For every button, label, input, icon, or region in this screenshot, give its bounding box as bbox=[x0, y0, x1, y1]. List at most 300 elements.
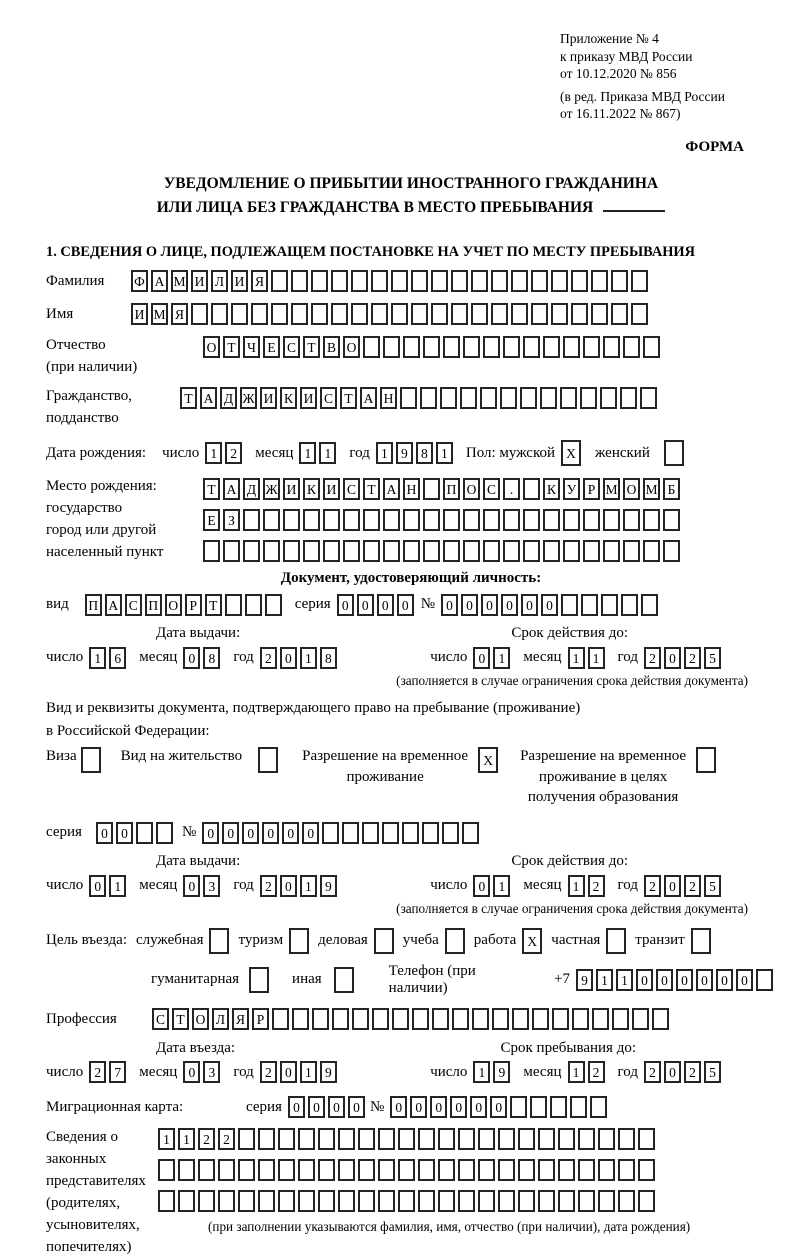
form-cell[interactable]: 2 bbox=[218, 1128, 235, 1150]
form-cell[interactable]: X bbox=[522, 928, 542, 954]
form-cell[interactable]: М bbox=[603, 478, 620, 500]
form-cell[interactable] bbox=[503, 540, 520, 562]
form-cell[interactable] bbox=[438, 1128, 455, 1150]
form-cell[interactable] bbox=[223, 540, 240, 562]
form-cell[interactable]: Я bbox=[171, 303, 188, 325]
form-cell[interactable]: 0 bbox=[481, 594, 498, 616]
form-cell[interactable] bbox=[243, 509, 260, 531]
form-cell[interactable] bbox=[371, 303, 388, 325]
form-cell[interactable] bbox=[358, 1128, 375, 1150]
form-cell[interactable]: 0 bbox=[183, 1061, 200, 1083]
form-cell[interactable] bbox=[543, 336, 560, 358]
form-cell[interactable] bbox=[458, 1128, 475, 1150]
form-cell[interactable]: 2 bbox=[644, 1061, 661, 1083]
form-cell[interactable]: Д bbox=[243, 478, 260, 500]
form-cell[interactable]: 2 bbox=[644, 875, 661, 897]
form-cell[interactable] bbox=[403, 336, 420, 358]
form-cell[interactable] bbox=[520, 387, 537, 409]
form-cell[interactable]: 0 bbox=[636, 969, 653, 991]
form-cell[interactable] bbox=[156, 822, 173, 844]
form-cell[interactable]: 1 bbox=[493, 875, 510, 897]
form-cell[interactable] bbox=[511, 270, 528, 292]
form-cell[interactable] bbox=[392, 1008, 409, 1030]
form-cell[interactable]: 0 bbox=[656, 969, 673, 991]
form-cell[interactable]: 0 bbox=[696, 969, 713, 991]
form-cell[interactable] bbox=[298, 1128, 315, 1150]
form-cell[interactable] bbox=[538, 1128, 555, 1150]
form-cell[interactable] bbox=[352, 1008, 369, 1030]
form-cell[interactable]: 1 bbox=[300, 875, 317, 897]
form-cell[interactable] bbox=[263, 509, 280, 531]
form-cell[interactable] bbox=[483, 336, 500, 358]
form-cell[interactable] bbox=[463, 509, 480, 531]
form-cell[interactable]: 0 bbox=[664, 1061, 681, 1083]
form-cell[interactable]: Е bbox=[203, 509, 220, 531]
form-cell[interactable] bbox=[600, 387, 617, 409]
form-cell[interactable] bbox=[638, 1190, 655, 1212]
form-cell[interactable]: 1 bbox=[568, 1061, 585, 1083]
form-cell[interactable]: М bbox=[171, 270, 188, 292]
form-cell[interactable]: М bbox=[151, 303, 168, 325]
form-cell[interactable]: А bbox=[105, 594, 122, 616]
form-cell[interactable] bbox=[631, 303, 648, 325]
form-cell[interactable]: 0 bbox=[242, 822, 259, 844]
form-cell[interactable]: Я bbox=[251, 270, 268, 292]
form-cell[interactable] bbox=[623, 509, 640, 531]
form-cell[interactable] bbox=[643, 336, 660, 358]
form-cell[interactable]: 0 bbox=[736, 969, 753, 991]
form-cell[interactable] bbox=[383, 540, 400, 562]
form-cell[interactable] bbox=[621, 594, 638, 616]
form-cell[interactable] bbox=[291, 303, 308, 325]
form-cell[interactable] bbox=[338, 1190, 355, 1212]
form-cell[interactable]: А bbox=[360, 387, 377, 409]
form-cell[interactable] bbox=[423, 478, 440, 500]
form-cell[interactable] bbox=[603, 540, 620, 562]
form-cell[interactable]: 5 bbox=[704, 647, 721, 669]
form-cell[interactable]: 1 bbox=[568, 647, 585, 669]
form-cell[interactable] bbox=[463, 540, 480, 562]
form-cell[interactable] bbox=[418, 1128, 435, 1150]
form-cell[interactable]: Т bbox=[363, 478, 380, 500]
form-cell[interactable] bbox=[451, 303, 468, 325]
form-cell[interactable] bbox=[592, 1008, 609, 1030]
form-cell[interactable]: 0 bbox=[501, 594, 518, 616]
form-cell[interactable] bbox=[442, 822, 459, 844]
form-cell[interactable] bbox=[218, 1190, 235, 1212]
form-cell[interactable] bbox=[331, 270, 348, 292]
form-cell[interactable] bbox=[611, 270, 628, 292]
form-cell[interactable]: 2 bbox=[260, 647, 277, 669]
form-cell[interactable]: 9 bbox=[320, 875, 337, 897]
form-cell[interactable]: Ж bbox=[240, 387, 257, 409]
form-cell[interactable] bbox=[640, 387, 657, 409]
form-cell[interactable] bbox=[551, 270, 568, 292]
form-cell[interactable]: Ж bbox=[263, 478, 280, 500]
form-cell[interactable]: 1 bbox=[568, 875, 585, 897]
form-cell[interactable]: И bbox=[131, 303, 148, 325]
form-cell[interactable] bbox=[351, 303, 368, 325]
form-cell[interactable] bbox=[606, 928, 626, 954]
form-cell[interactable] bbox=[378, 1190, 395, 1212]
form-cell[interactable]: 0 bbox=[183, 875, 200, 897]
form-cell[interactable] bbox=[612, 1008, 629, 1030]
form-cell[interactable] bbox=[571, 270, 588, 292]
form-cell[interactable] bbox=[652, 1008, 669, 1030]
form-cell[interactable] bbox=[492, 1008, 509, 1030]
form-cell[interactable]: 0 bbox=[357, 594, 374, 616]
form-cell[interactable]: 0 bbox=[202, 822, 219, 844]
form-cell[interactable]: Н bbox=[403, 478, 420, 500]
form-cell[interactable] bbox=[563, 336, 580, 358]
form-cell[interactable] bbox=[696, 747, 716, 773]
form-cell[interactable] bbox=[231, 303, 248, 325]
form-cell[interactable]: 9 bbox=[396, 442, 413, 464]
form-cell[interactable] bbox=[178, 1190, 195, 1212]
form-cell[interactable]: 2 bbox=[588, 1061, 605, 1083]
form-cell[interactable] bbox=[618, 1190, 635, 1212]
form-cell[interactable]: 3 bbox=[203, 875, 220, 897]
form-cell[interactable] bbox=[631, 270, 648, 292]
form-cell[interactable] bbox=[618, 1128, 635, 1150]
form-cell[interactable] bbox=[590, 1096, 607, 1118]
form-cell[interactable] bbox=[225, 594, 242, 616]
form-cell[interactable]: 1 bbox=[109, 875, 126, 897]
form-cell[interactable]: 0 bbox=[328, 1096, 345, 1118]
form-cell[interactable] bbox=[391, 270, 408, 292]
form-cell[interactable]: Т bbox=[180, 387, 197, 409]
form-cell[interactable] bbox=[258, 747, 278, 773]
form-cell[interactable]: 5 bbox=[704, 1061, 721, 1083]
form-cell[interactable] bbox=[383, 509, 400, 531]
form-cell[interactable] bbox=[578, 1128, 595, 1150]
form-cell[interactable]: О bbox=[463, 478, 480, 500]
form-cell[interactable]: М bbox=[643, 478, 660, 500]
form-cell[interactable]: 0 bbox=[222, 822, 239, 844]
form-cell[interactable]: Л bbox=[211, 270, 228, 292]
form-cell[interactable] bbox=[402, 822, 419, 844]
form-cell[interactable] bbox=[523, 540, 540, 562]
form-cell[interactable] bbox=[371, 270, 388, 292]
form-cell[interactable] bbox=[511, 303, 528, 325]
form-cell[interactable] bbox=[558, 1128, 575, 1150]
form-cell[interactable]: 0 bbox=[262, 822, 279, 844]
form-cell[interactable]: 9 bbox=[576, 969, 593, 991]
form-cell[interactable] bbox=[420, 387, 437, 409]
form-cell[interactable] bbox=[491, 270, 508, 292]
form-cell[interactable] bbox=[363, 509, 380, 531]
form-cell[interactable]: 0 bbox=[541, 594, 558, 616]
form-cell[interactable]: К bbox=[280, 387, 297, 409]
form-cell[interactable] bbox=[543, 509, 560, 531]
form-cell[interactable]: К bbox=[303, 478, 320, 500]
form-cell[interactable]: О bbox=[203, 336, 220, 358]
form-cell[interactable]: И bbox=[260, 387, 277, 409]
form-cell[interactable] bbox=[601, 594, 618, 616]
form-cell[interactable]: 2 bbox=[684, 875, 701, 897]
form-cell[interactable] bbox=[560, 387, 577, 409]
form-cell[interactable] bbox=[598, 1190, 615, 1212]
form-cell[interactable] bbox=[443, 540, 460, 562]
form-cell[interactable] bbox=[691, 928, 711, 954]
form-cell[interactable] bbox=[538, 1190, 555, 1212]
form-cell[interactable] bbox=[443, 336, 460, 358]
form-cell[interactable]: 7 bbox=[109, 1061, 126, 1083]
form-cell[interactable]: 6 bbox=[109, 647, 126, 669]
form-cell[interactable]: И bbox=[283, 478, 300, 500]
form-cell[interactable]: С bbox=[152, 1008, 169, 1030]
form-cell[interactable] bbox=[623, 540, 640, 562]
form-cell[interactable]: X bbox=[561, 440, 581, 466]
form-cell[interactable]: 0 bbox=[664, 647, 681, 669]
form-cell[interactable]: 0 bbox=[473, 647, 490, 669]
form-cell[interactable]: Т bbox=[172, 1008, 189, 1030]
form-cell[interactable] bbox=[363, 540, 380, 562]
form-cell[interactable] bbox=[483, 509, 500, 531]
form-cell[interactable]: П bbox=[443, 478, 460, 500]
form-cell[interactable]: Н bbox=[380, 387, 397, 409]
form-cell[interactable]: И bbox=[300, 387, 317, 409]
form-cell[interactable] bbox=[591, 270, 608, 292]
form-cell[interactable]: 0 bbox=[716, 969, 733, 991]
form-cell[interactable]: 1 bbox=[616, 969, 633, 991]
form-cell[interactable] bbox=[462, 822, 479, 844]
form-cell[interactable] bbox=[572, 1008, 589, 1030]
form-cell[interactable] bbox=[598, 1128, 615, 1150]
form-cell[interactable] bbox=[632, 1008, 649, 1030]
form-cell[interactable]: 0 bbox=[450, 1096, 467, 1118]
form-cell[interactable]: Ч bbox=[243, 336, 260, 358]
form-cell[interactable]: С bbox=[125, 594, 142, 616]
form-cell[interactable] bbox=[423, 509, 440, 531]
form-cell[interactable] bbox=[498, 1128, 515, 1150]
form-cell[interactable]: 0 bbox=[96, 822, 113, 844]
form-cell[interactable] bbox=[570, 1096, 587, 1118]
form-cell[interactable] bbox=[663, 509, 680, 531]
form-cell[interactable] bbox=[460, 387, 477, 409]
form-cell[interactable]: 1 bbox=[436, 442, 453, 464]
form-cell[interactable]: 2 bbox=[260, 875, 277, 897]
form-cell[interactable]: 1 bbox=[588, 647, 605, 669]
form-cell[interactable]: 1 bbox=[596, 969, 613, 991]
form-cell[interactable] bbox=[303, 509, 320, 531]
form-cell[interactable] bbox=[136, 822, 153, 844]
form-cell[interactable]: 3 bbox=[203, 1061, 220, 1083]
form-cell[interactable]: К bbox=[543, 478, 560, 500]
form-cell[interactable] bbox=[491, 303, 508, 325]
form-cell[interactable] bbox=[551, 303, 568, 325]
form-cell[interactable] bbox=[403, 509, 420, 531]
form-cell[interactable]: У bbox=[563, 478, 580, 500]
form-cell[interactable]: 1 bbox=[299, 442, 316, 464]
form-cell[interactable] bbox=[531, 303, 548, 325]
form-cell[interactable] bbox=[431, 303, 448, 325]
form-cell[interactable] bbox=[643, 540, 660, 562]
form-cell[interactable]: 0 bbox=[377, 594, 394, 616]
form-cell[interactable]: 2 bbox=[684, 1061, 701, 1083]
form-cell[interactable] bbox=[318, 1128, 335, 1150]
form-cell[interactable] bbox=[238, 1190, 255, 1212]
form-cell[interactable]: А bbox=[151, 270, 168, 292]
form-cell[interactable] bbox=[510, 1096, 527, 1118]
form-cell[interactable]: 0 bbox=[521, 594, 538, 616]
form-cell[interactable]: Я bbox=[232, 1008, 249, 1030]
form-cell[interactable] bbox=[362, 822, 379, 844]
form-cell[interactable]: 0 bbox=[302, 822, 319, 844]
form-cell[interactable]: 2 bbox=[260, 1061, 277, 1083]
form-cell[interactable] bbox=[391, 303, 408, 325]
form-cell[interactable] bbox=[518, 1128, 535, 1150]
form-cell[interactable] bbox=[512, 1008, 529, 1030]
form-cell[interactable]: 0 bbox=[288, 1096, 305, 1118]
form-cell[interactable]: 0 bbox=[390, 1096, 407, 1118]
form-cell[interactable] bbox=[531, 270, 548, 292]
form-cell[interactable] bbox=[432, 1008, 449, 1030]
form-cell[interactable]: 5 bbox=[704, 875, 721, 897]
form-cell[interactable] bbox=[411, 303, 428, 325]
form-cell[interactable] bbox=[403, 540, 420, 562]
form-cell[interactable] bbox=[358, 1190, 375, 1212]
form-cell[interactable]: И bbox=[323, 478, 340, 500]
form-cell[interactable] bbox=[418, 1190, 435, 1212]
form-cell[interactable]: 0 bbox=[473, 875, 490, 897]
form-cell[interactable] bbox=[620, 387, 637, 409]
form-cell[interactable]: 0 bbox=[490, 1096, 507, 1118]
form-cell[interactable] bbox=[756, 969, 773, 991]
form-cell[interactable]: И bbox=[191, 270, 208, 292]
form-cell[interactable] bbox=[258, 1128, 275, 1150]
form-cell[interactable] bbox=[451, 270, 468, 292]
form-cell[interactable]: И bbox=[231, 270, 248, 292]
form-cell[interactable] bbox=[523, 336, 540, 358]
form-cell[interactable] bbox=[458, 1190, 475, 1212]
form-cell[interactable]: 1 bbox=[178, 1128, 195, 1150]
form-cell[interactable]: 1 bbox=[89, 647, 106, 669]
form-cell[interactable]: Б bbox=[663, 478, 680, 500]
form-cell[interactable] bbox=[292, 1008, 309, 1030]
form-cell[interactable]: С bbox=[343, 478, 360, 500]
form-cell[interactable]: Т bbox=[340, 387, 357, 409]
form-cell[interactable] bbox=[323, 509, 340, 531]
form-cell[interactable] bbox=[623, 336, 640, 358]
form-cell[interactable] bbox=[338, 1128, 355, 1150]
form-cell[interactable] bbox=[311, 303, 328, 325]
form-cell[interactable]: 0 bbox=[308, 1096, 325, 1118]
form-cell[interactable] bbox=[503, 336, 520, 358]
form-cell[interactable]: 9 bbox=[493, 1061, 510, 1083]
form-cell[interactable] bbox=[438, 1190, 455, 1212]
form-cell[interactable] bbox=[558, 1190, 575, 1212]
form-cell[interactable] bbox=[663, 540, 680, 562]
form-cell[interactable] bbox=[581, 594, 598, 616]
form-cell[interactable]: 0 bbox=[441, 594, 458, 616]
form-cell[interactable] bbox=[263, 540, 280, 562]
form-cell[interactable]: О bbox=[165, 594, 182, 616]
form-cell[interactable]: П bbox=[85, 594, 102, 616]
form-cell[interactable] bbox=[238, 1128, 255, 1150]
form-cell[interactable]: 0 bbox=[664, 875, 681, 897]
form-cell[interactable] bbox=[563, 540, 580, 562]
form-cell[interactable]: Т bbox=[203, 478, 220, 500]
form-cell[interactable] bbox=[431, 270, 448, 292]
form-cell[interactable]: Т bbox=[303, 336, 320, 358]
form-cell[interactable] bbox=[374, 928, 394, 954]
form-cell[interactable]: 1 bbox=[300, 647, 317, 669]
form-cell[interactable] bbox=[571, 303, 588, 325]
form-cell[interactable] bbox=[271, 303, 288, 325]
form-cell[interactable] bbox=[471, 270, 488, 292]
form-cell[interactable] bbox=[272, 1008, 289, 1030]
form-cell[interactable]: Е bbox=[263, 336, 280, 358]
form-cell[interactable]: 2 bbox=[89, 1061, 106, 1083]
form-cell[interactable] bbox=[351, 270, 368, 292]
form-cell[interactable]: А bbox=[223, 478, 240, 500]
form-cell[interactable] bbox=[342, 822, 359, 844]
form-cell[interactable]: 1 bbox=[493, 647, 510, 669]
form-cell[interactable] bbox=[332, 1008, 349, 1030]
form-cell[interactable]: Р bbox=[252, 1008, 269, 1030]
form-cell[interactable]: С bbox=[283, 336, 300, 358]
form-cell[interactable]: Ф bbox=[131, 270, 148, 292]
form-cell[interactable] bbox=[603, 509, 620, 531]
form-cell[interactable]: 2 bbox=[198, 1128, 215, 1150]
form-cell[interactable]: 0 bbox=[470, 1096, 487, 1118]
form-cell[interactable]: Р bbox=[185, 594, 202, 616]
form-cell[interactable]: 9 bbox=[320, 1061, 337, 1083]
form-cell[interactable]: 0 bbox=[282, 822, 299, 844]
form-cell[interactable] bbox=[638, 1128, 655, 1150]
form-cell[interactable]: А bbox=[200, 387, 217, 409]
form-cell[interactable] bbox=[540, 387, 557, 409]
form-cell[interactable] bbox=[198, 1190, 215, 1212]
form-cell[interactable] bbox=[245, 594, 262, 616]
form-cell[interactable] bbox=[81, 747, 101, 773]
form-cell[interactable]: 0 bbox=[280, 1061, 297, 1083]
form-cell[interactable] bbox=[298, 1190, 315, 1212]
form-cell[interactable] bbox=[498, 1190, 515, 1212]
form-cell[interactable] bbox=[398, 1128, 415, 1150]
form-cell[interactable]: 0 bbox=[183, 647, 200, 669]
form-cell[interactable] bbox=[583, 509, 600, 531]
form-cell[interactable]: Д bbox=[220, 387, 237, 409]
form-cell[interactable]: 1 bbox=[473, 1061, 490, 1083]
form-cell[interactable] bbox=[303, 540, 320, 562]
form-cell[interactable]: 8 bbox=[320, 647, 337, 669]
form-cell[interactable] bbox=[664, 440, 684, 466]
form-cell[interactable] bbox=[561, 594, 578, 616]
form-cell[interactable] bbox=[383, 336, 400, 358]
form-cell[interactable]: О bbox=[623, 478, 640, 500]
form-cell[interactable] bbox=[251, 303, 268, 325]
form-cell[interactable] bbox=[278, 1128, 295, 1150]
form-cell[interactable] bbox=[312, 1008, 329, 1030]
form-cell[interactable]: 0 bbox=[348, 1096, 365, 1118]
form-cell[interactable]: А bbox=[383, 478, 400, 500]
form-cell[interactable] bbox=[412, 1008, 429, 1030]
form-cell[interactable] bbox=[191, 303, 208, 325]
form-cell[interactable] bbox=[641, 594, 658, 616]
form-cell[interactable] bbox=[523, 478, 540, 500]
form-cell[interactable] bbox=[311, 270, 328, 292]
form-cell[interactable] bbox=[643, 509, 660, 531]
form-cell[interactable] bbox=[423, 336, 440, 358]
form-cell[interactable]: О bbox=[192, 1008, 209, 1030]
form-cell[interactable]: 1 bbox=[319, 442, 336, 464]
form-cell[interactable]: 8 bbox=[416, 442, 433, 464]
form-cell[interactable]: 8 bbox=[203, 647, 220, 669]
form-cell[interactable]: О bbox=[343, 336, 360, 358]
form-cell[interactable] bbox=[563, 509, 580, 531]
